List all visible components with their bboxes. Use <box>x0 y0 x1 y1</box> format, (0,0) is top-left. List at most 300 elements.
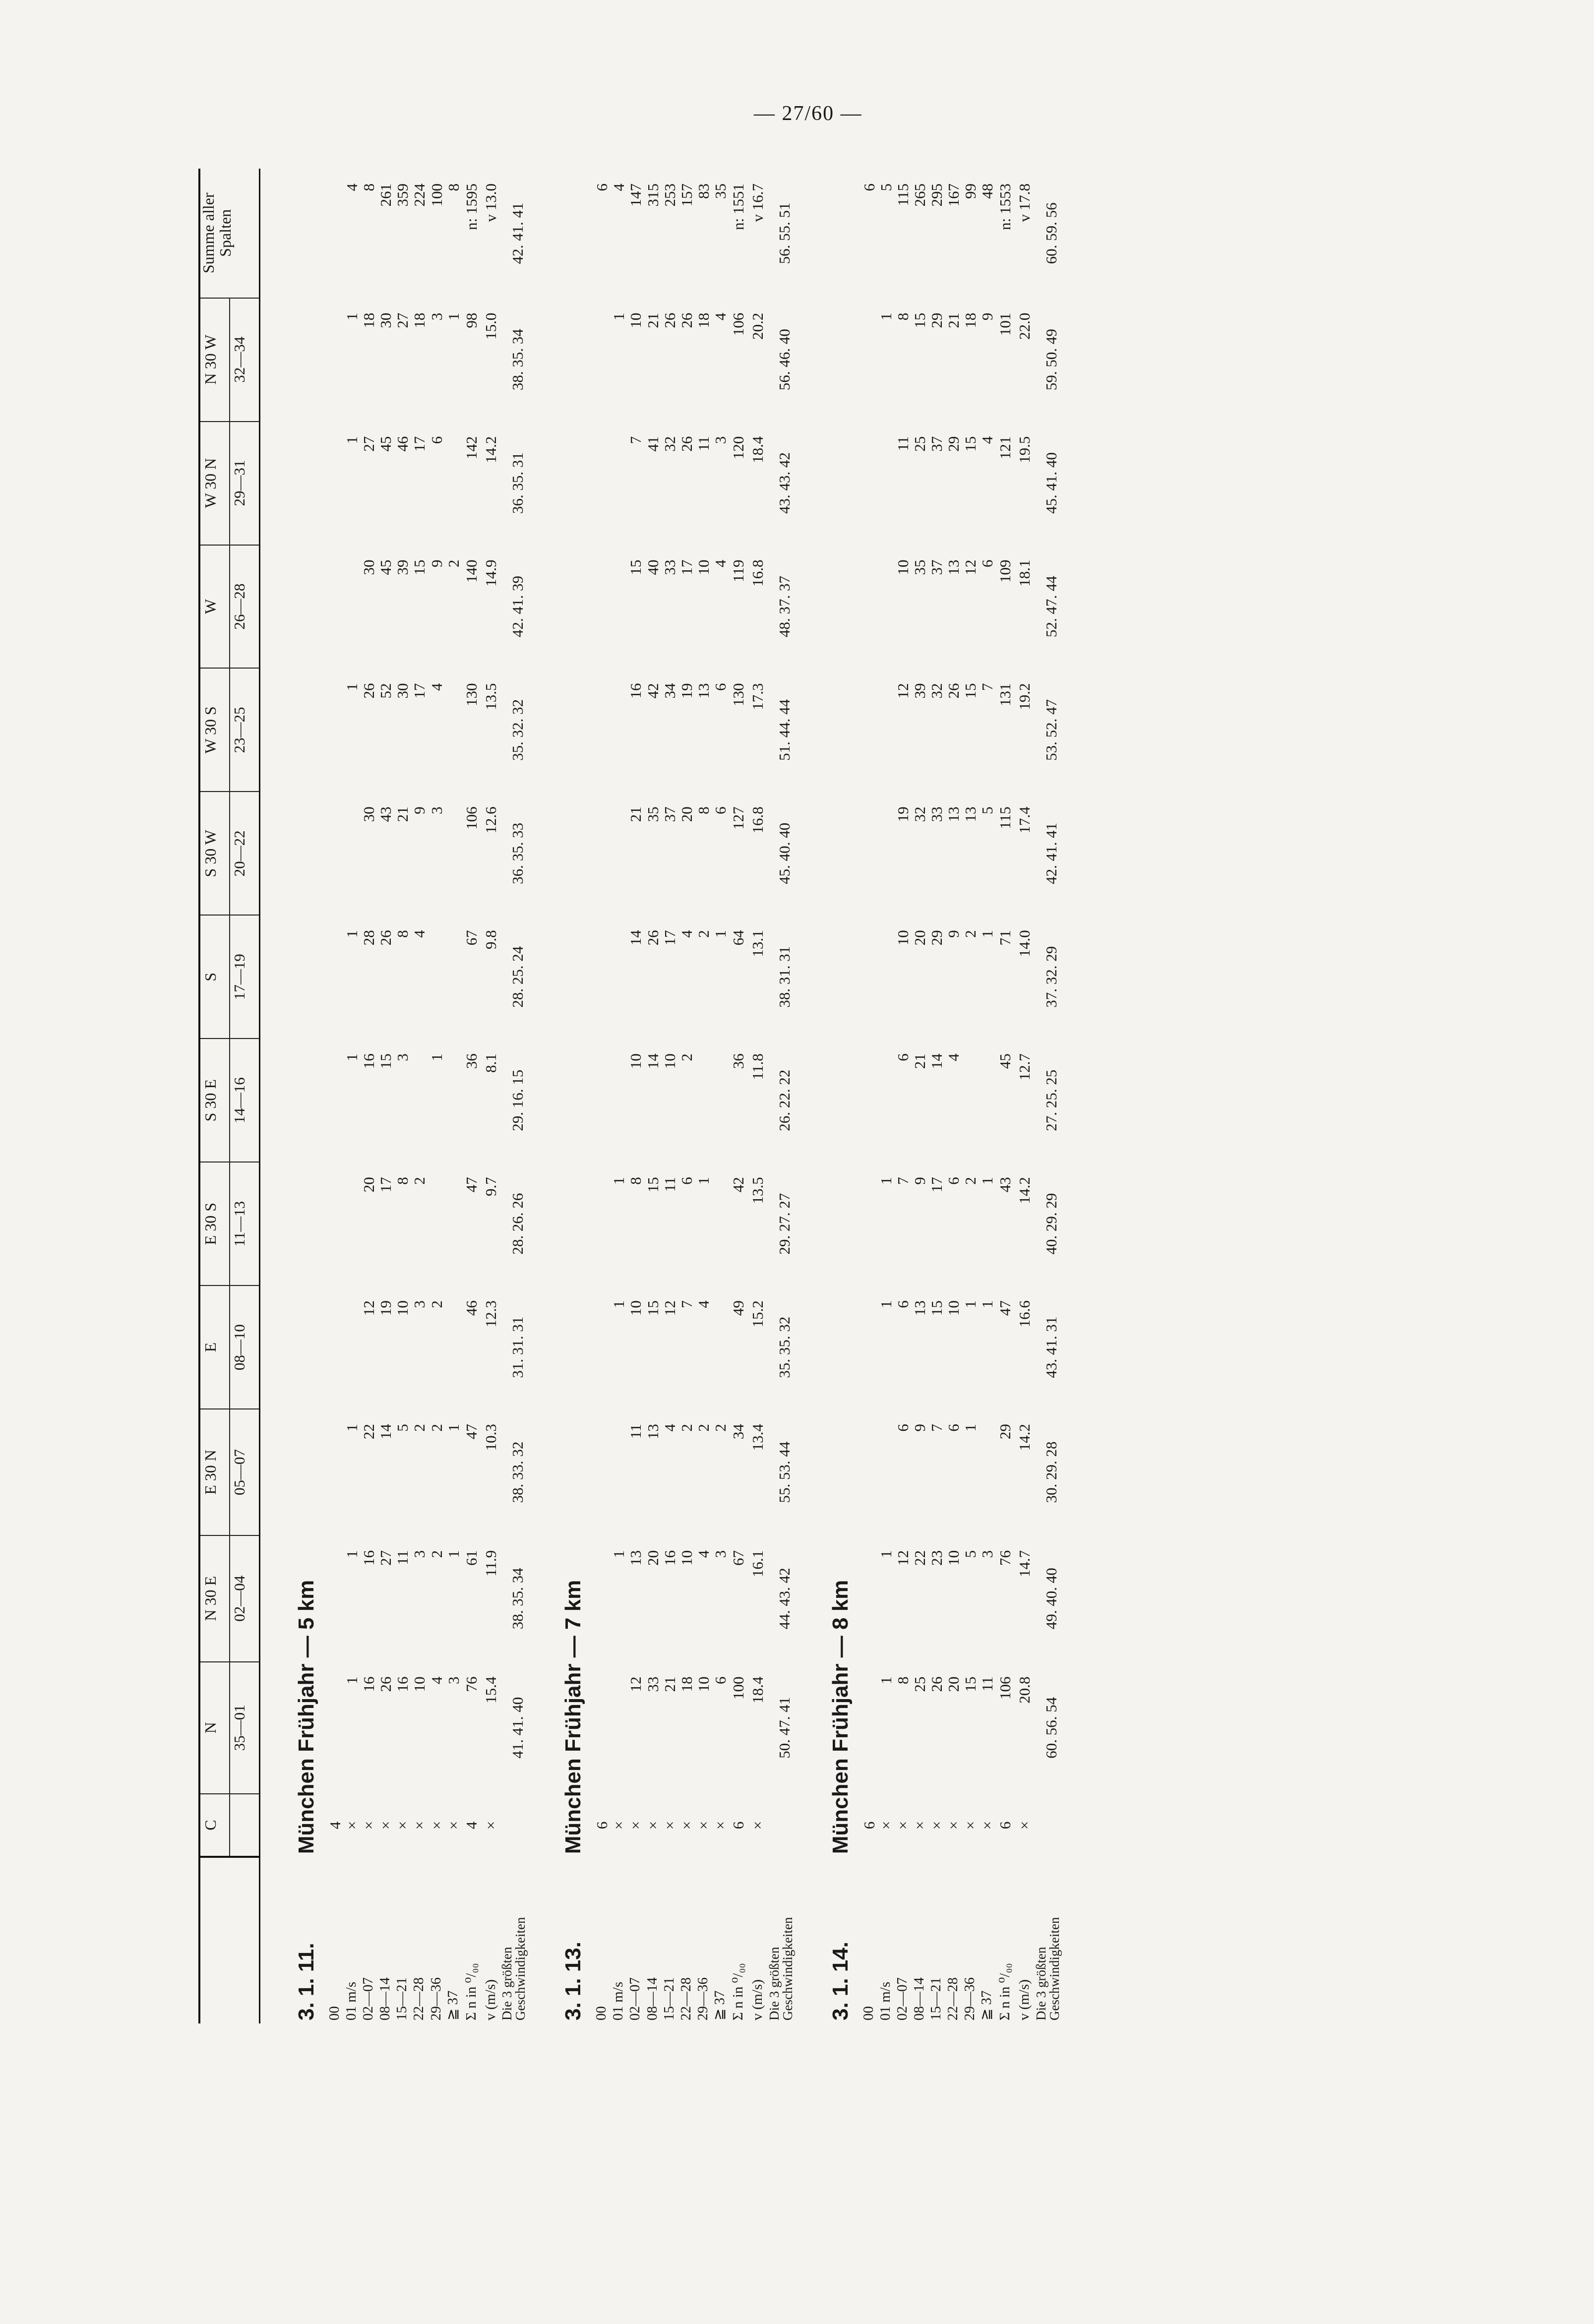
direction-header: N <box>200 1662 230 1794</box>
wind-statistics-table <box>198 169 1061 2023</box>
table-cell: 6 <box>428 436 445 444</box>
table-cell: 12 <box>661 1300 678 1316</box>
table-row <box>962 169 979 2023</box>
table-cell: 4 <box>428 683 445 691</box>
table-cell: 15 <box>962 683 980 699</box>
table-cell: 26 <box>377 930 395 946</box>
row-label: v (m/s) <box>1016 1979 1032 2020</box>
table-cell <box>861 792 878 915</box>
table-cell: 15 <box>927 1300 945 1316</box>
table-cell: 157 <box>677 183 695 207</box>
table-cell: 9 <box>979 312 996 321</box>
degree-header: 23—25 <box>230 668 260 792</box>
table-cell: 15.4 <box>482 1676 499 1704</box>
table-cell: 8 <box>627 1177 645 1185</box>
table-row <box>627 169 644 2023</box>
row-label: 15—21 <box>394 1977 410 2020</box>
table-cell: 37. 32. 29 <box>1042 946 1060 1008</box>
row-label: ≧ 37 <box>711 1990 728 2020</box>
table-cell: 295 <box>927 183 945 207</box>
table-cell: 14.0 <box>1016 930 1033 957</box>
row-label: 22—28 <box>677 1977 694 2020</box>
table-cell: 1 <box>979 1177 996 1185</box>
table-cell: 12 <box>360 1300 378 1316</box>
table-cell: 4 <box>326 1821 344 1830</box>
table-row <box>327 169 344 2023</box>
table-cell: 26 <box>944 683 962 699</box>
table-cell <box>861 668 878 792</box>
table-cell: 265 <box>911 183 928 207</box>
table-cell: 8 <box>894 1676 912 1685</box>
table-cell: 14 <box>644 1053 662 1069</box>
table-cell: 61 <box>462 1550 480 1566</box>
table-cell: × <box>661 1821 678 1830</box>
table-cell: × <box>911 1821 928 1830</box>
table-cell: × <box>694 1821 712 1830</box>
section-title: München Frühjahr — 7 km <box>561 1580 586 1854</box>
table-cell: 26 <box>377 1676 395 1692</box>
table-cell: 13 <box>944 806 962 822</box>
table-cell <box>445 1162 462 1285</box>
table-cell: × <box>394 1821 412 1830</box>
table-cell: 6 <box>711 1676 729 1685</box>
table-cell: 14.7 <box>1016 1550 1033 1578</box>
table-cell <box>611 792 627 915</box>
table-cell <box>594 1662 611 1794</box>
table-cell: 10 <box>661 1053 678 1069</box>
table-cell: 76 <box>996 1550 1014 1566</box>
table-row <box>861 169 878 2023</box>
table-cell: 2 <box>677 1053 695 1061</box>
table-cell: 13.5 <box>748 1177 766 1204</box>
top3-label-line1: Die 3 größten <box>1033 1947 1048 2020</box>
table-cell <box>594 1039 611 1162</box>
table-cell: 46 <box>462 1300 480 1316</box>
table-cell: 11 <box>394 1550 412 1565</box>
table-cell: 27 <box>360 436 378 452</box>
degree-header: 17—19 <box>230 915 260 1039</box>
table-cell: 4 <box>661 1424 678 1432</box>
table-cell: 13.4 <box>748 1424 766 1451</box>
table-cell: 4 <box>411 930 429 938</box>
table-cell <box>327 298 344 422</box>
table-cell: 10 <box>677 1550 695 1566</box>
table-cell: 15.0 <box>482 312 499 340</box>
table-cell: 6 <box>979 559 996 568</box>
table-cell: 16 <box>360 1550 378 1566</box>
table-cell: 23 <box>927 1550 945 1566</box>
degree-header: 14—16 <box>230 1039 260 1162</box>
table-cell: 7 <box>894 1177 912 1185</box>
table-cell: 7 <box>677 1300 695 1308</box>
table-cell: 26 <box>677 312 695 328</box>
row-label: v (m/s) <box>749 1979 765 2020</box>
table-row <box>411 169 428 2023</box>
table-cell: 47 <box>996 1300 1014 1316</box>
table-cell: × <box>377 1821 395 1830</box>
table-cell <box>594 545 611 669</box>
table-cell: 26 <box>644 930 662 946</box>
table-cell: 4 <box>944 1053 962 1061</box>
table-cell: 36. 35. 31 <box>508 452 526 514</box>
table-cell: 1 <box>979 930 996 938</box>
table-cell: 131 <box>996 683 1014 706</box>
table-cell: 35 <box>644 806 662 822</box>
table-row <box>445 169 462 2023</box>
table-cell: 21 <box>911 1053 928 1069</box>
top3-label-line2: Geschwindigkeiten <box>780 1917 795 2020</box>
table-cell: 4 <box>462 1821 480 1830</box>
section-number: 3. 1. 13. <box>561 1941 586 2020</box>
table-cell: 43 <box>377 806 395 822</box>
table-cell <box>861 1039 878 1162</box>
table-cell: 15 <box>644 1177 662 1193</box>
rotated-table-wrapper <box>198 169 1463 2023</box>
degree-header: 20—22 <box>230 792 260 915</box>
table-cell: 13 <box>627 1550 645 1566</box>
table-cell: 47 <box>462 1424 480 1440</box>
table-cell: × <box>748 1821 766 1830</box>
table-cell: 1 <box>444 312 462 321</box>
table-cell: 42. 41. 41 <box>1042 822 1060 884</box>
row-label: 22—28 <box>411 1977 427 2020</box>
table-cell <box>878 1039 895 1162</box>
table-cell: 45 <box>377 436 395 452</box>
table-cell: 13 <box>944 559 962 575</box>
table-cell: 21 <box>944 312 962 328</box>
row-label: Σ n in ⁰/₀₀ <box>463 1963 479 2020</box>
table-cell: 1 <box>962 1424 980 1432</box>
table-cell <box>611 1662 627 1794</box>
table-cell: 50. 47. 41 <box>775 1697 793 1759</box>
table-cell: 10 <box>694 559 712 575</box>
table-cell: 115 <box>894 183 912 206</box>
table-cell: 130 <box>730 683 747 706</box>
table-cell: 13 <box>911 1300 928 1316</box>
table-cell: 147 <box>627 183 645 207</box>
table-cell: 26. 22. 22 <box>775 1069 793 1131</box>
degree-header: 29—31 <box>230 422 260 545</box>
table-cell: 13.5 <box>482 683 499 710</box>
table-cell: 2 <box>677 1424 695 1432</box>
row-label: ≧ 37 <box>444 1990 461 2020</box>
row-label: 02—07 <box>627 1977 643 2020</box>
section-header <box>527 169 594 2023</box>
table-cell: × <box>444 1821 462 1830</box>
section-header <box>795 169 861 2023</box>
table-cell: 18 <box>694 312 712 328</box>
table-cell: 20 <box>911 930 928 946</box>
table-cell <box>594 668 611 792</box>
table-cell: 20 <box>944 1676 962 1692</box>
table-cell: 29 <box>927 312 945 328</box>
table-cell: × <box>944 1821 962 1830</box>
table-row <box>945 169 962 2023</box>
table-cell: 28. 26. 26 <box>508 1193 526 1255</box>
table-cell: 119 <box>730 559 747 582</box>
table-cell: 20 <box>677 806 695 822</box>
table-cell <box>445 1285 462 1409</box>
table-row <box>361 169 377 2023</box>
table-cell: 261 <box>377 183 395 207</box>
table-cell: 21 <box>661 1676 678 1692</box>
table-cell: 19 <box>677 683 695 699</box>
table-cell: 16.8 <box>748 806 766 834</box>
table-cell: 47 <box>462 1177 480 1193</box>
table-cell: 18 <box>962 312 980 328</box>
table-cell: × <box>411 1821 429 1830</box>
table-cell: 18 <box>677 1676 695 1692</box>
table-cell: 34 <box>661 683 678 699</box>
table-cell <box>878 1409 895 1535</box>
sum-n-row <box>462 169 482 2023</box>
table-cell: 43. 43. 42 <box>775 452 793 514</box>
table-row <box>878 169 895 2023</box>
table-cell: 56. 55. 51 <box>775 202 793 264</box>
table-cell: 4 <box>711 312 729 321</box>
table-cell: 45. 41. 40 <box>1042 452 1060 514</box>
table-cell <box>861 1162 878 1285</box>
table-row <box>928 169 945 2023</box>
table-row <box>695 169 712 2023</box>
table-cell: 29 <box>996 1424 1014 1440</box>
table-cell: 9.7 <box>482 1177 499 1196</box>
table-cell: 19 <box>894 806 912 822</box>
table-cell: 19.2 <box>1016 683 1033 710</box>
table-cell: 51. 44. 44 <box>775 699 793 761</box>
table-cell: 38. 31. 31 <box>775 946 793 1008</box>
table-cell: 1 <box>343 1424 361 1432</box>
table-cell: 32 <box>661 436 678 452</box>
table-cell: 106 <box>462 806 480 830</box>
table-cell: 38. 33. 32 <box>508 1441 526 1503</box>
table-cell: 11.9 <box>482 1550 499 1577</box>
table-cell: 1 <box>877 1177 895 1185</box>
table-cell: 28. 25. 24 <box>508 946 526 1008</box>
table-cell <box>979 1039 996 1162</box>
table-cell <box>594 1409 611 1535</box>
page-number: — 27/60 — <box>754 102 862 125</box>
table-cell: 18.4 <box>748 436 766 463</box>
table-cell: 76 <box>462 1676 480 1692</box>
table-row <box>678 169 695 2023</box>
table-cell: 1 <box>877 1676 895 1685</box>
direction-header: E 30 S <box>200 1162 230 1285</box>
table-cell <box>861 298 878 422</box>
table-cell: 37 <box>927 559 945 575</box>
table-cell: 12 <box>894 1550 912 1566</box>
table-cell: 10 <box>627 1053 645 1069</box>
table-cell: 67 <box>730 1550 747 1566</box>
table-cell: 3 <box>979 1550 996 1558</box>
table-cell: 45. 40. 40 <box>775 822 793 884</box>
table-cell: 11 <box>894 436 912 451</box>
table-cell: 1 <box>343 1053 361 1061</box>
table-cell: 71 <box>996 930 1014 946</box>
table-cell: 30. 29. 28 <box>1042 1441 1060 1503</box>
row-label: 02—07 <box>360 1977 376 2020</box>
table-cell: 1 <box>343 1550 361 1558</box>
table-cell <box>878 545 895 669</box>
table-cell <box>611 915 627 1039</box>
table-cell <box>878 915 895 1039</box>
table-cell: 6 <box>860 183 878 191</box>
table-cell <box>594 915 611 1039</box>
table-cell: 11 <box>627 1424 645 1439</box>
table-cell <box>429 915 445 1039</box>
table-cell: n: 1551 <box>730 183 747 230</box>
table-cell: 1 <box>610 1550 628 1558</box>
table-cell: 13.1 <box>748 930 766 957</box>
table-cell: 6 <box>711 683 729 691</box>
table-cell: 52. 47. 44 <box>1042 575 1060 637</box>
table-cell <box>712 1162 729 1285</box>
table-cell <box>611 1039 627 1162</box>
table-cell: 10 <box>894 930 912 946</box>
table-cell: 11.8 <box>748 1053 766 1080</box>
table-cell: 15 <box>411 559 429 575</box>
table-cell: 41. 41. 40 <box>508 1697 526 1759</box>
row-label: Σ n in ⁰/₀₀ <box>997 1963 1013 2020</box>
table-cell <box>327 1409 344 1535</box>
table-cell: 99 <box>962 183 980 199</box>
table-cell: 14 <box>627 930 645 946</box>
table-cell: 15 <box>962 1676 980 1692</box>
table-cell: v 13.0 <box>482 183 499 222</box>
table-cell: 4 <box>343 183 361 191</box>
table-cell <box>962 1039 979 1162</box>
direction-header: S 30 W <box>200 792 230 915</box>
sum-n-row <box>729 169 748 2023</box>
table-cell: 16 <box>661 1550 678 1566</box>
table-row <box>712 169 729 2023</box>
table-cell <box>327 1285 344 1409</box>
table-cell: 52 <box>377 683 395 699</box>
direction-header: E 30 N <box>200 1409 230 1535</box>
table-cell <box>861 1285 878 1409</box>
table-cell: 33 <box>661 559 678 575</box>
table-cell: 3 <box>428 806 445 814</box>
table-cell: 35 <box>711 183 729 199</box>
table-cell: 39 <box>911 683 928 699</box>
table-cell: 1 <box>343 436 361 444</box>
table-cell <box>327 792 344 915</box>
table-cell: 56. 46. 40 <box>775 329 793 391</box>
table-cell: 121 <box>996 436 1014 460</box>
table-cell <box>611 668 627 792</box>
table-cell <box>500 1794 527 1857</box>
table-cell: 21 <box>627 806 645 822</box>
table-row <box>344 169 361 2023</box>
table-cell <box>611 1409 627 1535</box>
table-cell: 253 <box>661 183 678 207</box>
row-label: 08—14 <box>377 1977 393 2020</box>
table-cell: 45 <box>377 559 395 575</box>
table-cell: 13 <box>694 683 712 699</box>
table-cell: 8 <box>894 312 912 321</box>
table-cell <box>695 1039 712 1162</box>
table-cell <box>594 792 611 915</box>
header-degrees <box>230 169 260 2023</box>
table-cell: 3 <box>411 1300 429 1308</box>
direction-header: W 30 S <box>200 668 230 792</box>
table-cell: 3 <box>711 436 729 444</box>
table-cell: 55. 53. 44 <box>775 1441 793 1503</box>
table-cell: 41 <box>644 436 662 452</box>
table-cell: × <box>962 1821 980 1830</box>
table-cell: 21 <box>394 806 412 822</box>
table-cell: n: 1595 <box>462 183 480 230</box>
table-cell <box>878 668 895 792</box>
table-cell <box>344 792 361 915</box>
table-cell: 10 <box>894 559 912 575</box>
table-cell: × <box>877 1821 895 1830</box>
table-cell <box>768 1794 795 1857</box>
table-cell: 1 <box>962 1300 980 1308</box>
table-cell <box>327 1662 344 1794</box>
table-cell: 18 <box>360 312 378 328</box>
table-cell: 1 <box>877 312 895 321</box>
velocity-row <box>1015 169 1035 2023</box>
table-cell: 100 <box>730 1676 747 1700</box>
table-cell: 6 <box>894 1424 912 1432</box>
table-cell: 2 <box>411 1424 429 1432</box>
table-cell: 42. 41. 39 <box>508 575 526 637</box>
table-cell <box>411 1039 428 1162</box>
table-cell: 27 <box>377 1550 395 1566</box>
table-cell: 12.3 <box>482 1300 499 1328</box>
table-cell: 15 <box>911 312 928 328</box>
table-cell: 5 <box>877 183 895 191</box>
table-row <box>979 169 996 2023</box>
table-cell: 359 <box>394 183 412 207</box>
table-cell: 17 <box>661 930 678 946</box>
row-label: 00 <box>593 2006 610 2020</box>
table-cell: 4 <box>979 436 996 444</box>
table-cell: 9 <box>944 930 962 938</box>
table-cell: 12.7 <box>1016 1053 1033 1081</box>
table-cell <box>594 1162 611 1285</box>
table-cell: 31. 31. 31 <box>508 1316 526 1378</box>
table-cell: 16 <box>360 1676 378 1692</box>
table-cell: 12.6 <box>482 806 499 834</box>
table-cell: 16.8 <box>748 559 766 587</box>
table-cell: 45 <box>996 1053 1014 1069</box>
table-cell: 1 <box>610 1300 628 1308</box>
table-cell <box>327 422 344 545</box>
table-cell <box>344 1285 361 1409</box>
table-cell: × <box>927 1821 945 1830</box>
table-cell: 12 <box>894 683 912 699</box>
table-cell: × <box>610 1821 628 1830</box>
section-title: München Frühjahr — 8 km <box>828 1580 853 1854</box>
table-cell: 49. 40. 40 <box>1042 1568 1060 1630</box>
table-cell: 14 <box>927 1053 945 1069</box>
top3-label-line2: Geschwindigkeiten <box>1046 1917 1062 2020</box>
velocity-row <box>748 169 768 2023</box>
header-directions <box>200 169 230 2023</box>
table-cell <box>878 422 895 545</box>
table-cell: 98 <box>462 312 480 328</box>
table-cell: 33 <box>644 1676 662 1692</box>
table-cell: 6 <box>677 1177 695 1185</box>
table-cell: 7 <box>927 1424 945 1432</box>
table-cell: 10.3 <box>482 1424 499 1451</box>
top3-label-line2: Geschwindigkeiten <box>513 1917 528 2020</box>
table-cell: 3 <box>711 1550 729 1558</box>
table-cell: 8.1 <box>482 1053 499 1073</box>
row-label: 29—36 <box>428 1977 444 2020</box>
